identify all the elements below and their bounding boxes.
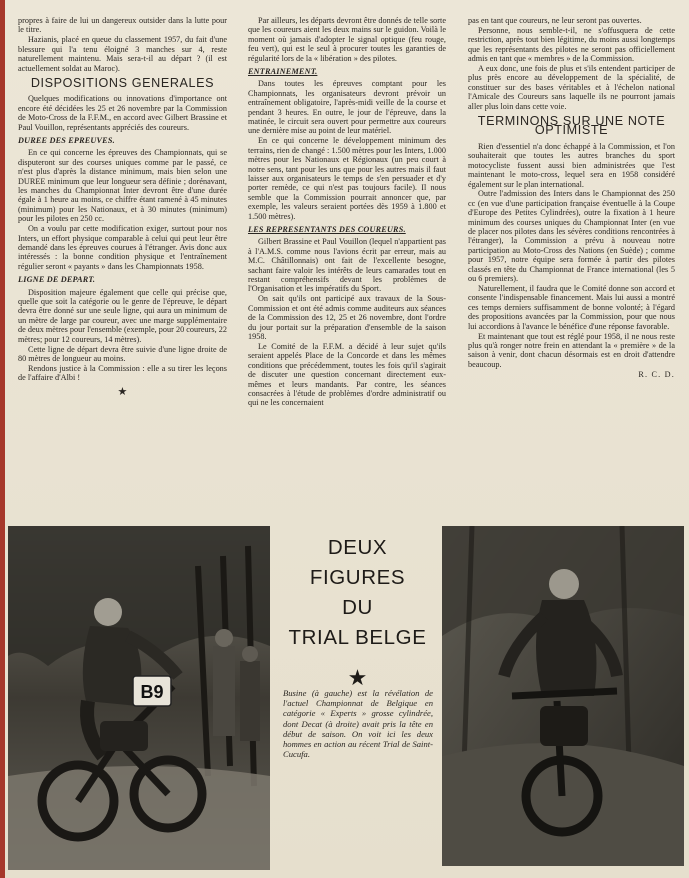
rider-photo-left xyxy=(8,526,270,870)
rider-photo-right xyxy=(442,526,684,866)
column-3 xyxy=(468,16,675,380)
paragraph: Quelques modifications ou innovations d'importance ont encore été décidées les 25 et 26 novembre par la Commission de Moto-Cross de la F.F.M., en accord avec Gilbert Brassine et Paul Vouillon, représentants appréciés des coureurs. xyxy=(18,94,227,132)
section-heading-terminons: TERMINONS SUR UNE NOTE OPTIMISTE xyxy=(477,114,666,138)
paragraph: Outre l'admission des Inters dans le Championnat des 250 cc (en vue d'une participation française éventuelle à la Coupe d'Europe des Petites Cylindrées), outre la fixation à 1 heure minimum des courses uniques du Championnat Inter (en vue de placer nos pilotes dans les sévères conditions rencontrées à l'étranger), la Commission a prévu à nouveau notre participation au Moto-Cross des Nations (en Suède) ; comme pour 1957, notre équipe sera formée à partir des pilotes classés en tête du Championnat de France international (les 5 ou 6 premiers). xyxy=(468,189,675,284)
section-heading-dispositions: DISPOSITIONS GENERALES xyxy=(30,75,215,90)
paragraph: Rien d'essentiel n'a donc échappé à la Commission, et l'on souhaiterait que toutes les autres branches du sport motocycliste fussent aussi bien administrées que l'est maintenant le moto-cross, lequel sera en 1958 considéré également sur le plan international. xyxy=(468,141,675,189)
photo-caption: Busine (à gauche) est la révélation de l'actuel Championnat de Belgique en catégorie « Experts » grosse cylindrée, dont Decat (à droite) avait pris la tête en début de saison. On voit ici les deux hommes en action au récent Trial de Saint-Cucufa. xyxy=(283,688,433,760)
title-line: TRIAL BELGE xyxy=(288,626,427,649)
paragraph: Disposition majeure également que celle qui précise que, quelle que soit la catégorie ou le genre de l'épreuve, le départ devra être donné sur une seule ligne, qui aura un minimum de un mètre de large par coureur, avec une marge supplémentaire de deux mètres pour l'ensemble (exemple, pour 20 coureurs, 22 mètres; pour 12 coureurs, 14 mètres). xyxy=(18,287,227,344)
author-signature: R. C. D. xyxy=(638,370,675,380)
paragraph: On a voulu par cette modification exiger, surtout pour nos Inters, un effort physique comparable à celui qui peut leur être demandé dans les épreuves courues à l'étranger. Avis donc aux intéressés : la bonne condition physique et l'entraînement régulier seront « payants » dans les Championnats 1958. xyxy=(18,224,227,271)
photo-decat xyxy=(442,526,684,866)
paragraph: Hazianis, placé en queue du classement 1957, du fait d'une blessure qui l'a tenu éloigné 3 manches sur 4, reste naturellement maintenu. Mais sera-t-il au départ ? (il est actuellement soldat au Maroc). xyxy=(18,35,227,73)
subheading-representants: LES REPRESENTANTS DES COUREURS. xyxy=(248,225,406,235)
star-icon: ★ xyxy=(117,385,128,398)
paragraph: pas en tant que coureurs, ne leur seront pas ouvertes. xyxy=(468,16,642,25)
paragraph: Et maintenant que tout est réglé pour 1958, il ne nous reste plus qu'à ronger notre frein en attendant la « première » de la saison à venir, dont chacun désormais est en droit d'attendre beaucoup. xyxy=(468,331,675,369)
paragraph: Par ailleurs, les départs devront être donnés de telle sorte que les coureurs aient les deux mains sur le guidon. Voilà le moment où jamais d'adopter le signal optique (feu rouge, feu vert), qui est le seul à procurer toutes les garanties de régularité lors de la « libération » des pilotes. xyxy=(248,16,446,63)
paragraph: Cette ligne de départ devra être suivie d'une ligne droite de 80 mètres de longueur au moins. xyxy=(18,344,227,363)
paragraph: En ce qui concerne le développement minimum des terrains, rien de changé : 1.500 mètres pour les Inters, 1.000 mètres pour les Nationaux et Régionaux (un peu court à notre sens, tant pour les uns que pour les autres mais il faut laisser aux organisateurs le temps de s'en persuader et d'y porter remède, ce qui n'est pas toujours facile). Il nous semble que la Commission pourrait annoncer que, par exemple, les valeurs seraient portées dès 1959 à 1.800 et 1.500 mètres). xyxy=(248,136,446,221)
paragraph: A eux donc, une fois de plus et s'ils entendent participer de plus près encore au développement de la spécialité, de constituer sur des bases véritables et à l'échelon national l'Amicale des Coureurs sans laquelle ils ne pourront jamais aller plus loin dans cette voie. xyxy=(468,64,675,111)
star-icon: ★ xyxy=(347,665,368,690)
paragraph: Le Comité de la F.F.M. a décidé à leur sujet qu'ils seraient appelés Place de la Concorde et dans les mêmes conditions que précédemment, toutes les fois qu'il s'agirait de discuter une question concernant directement eux-mêmes et leurs mandants. Par contre, les séances consacrées à l'étude de problèmes d'ordre administratif ou qui ne les concernaient xyxy=(248,341,446,408)
paragraph: Dans toutes les épreuves comptant pour les Championnats, les organisateurs devront prévoir un entraînement obligatoire, l'après-midi veille de la course et pendant 3 heures. En outre, le jour de l'épreuve, dans la matinée, le circuit sera ouvert pour permettre aux coureurs une dernière mise au point de leur matériel. xyxy=(248,79,446,136)
feature-title xyxy=(280,533,435,833)
title-line: FIGURES xyxy=(309,566,406,589)
paragraph: En ce qui concerne les épreuves des Championnats, qui se disputeront sur des courses uniques comme par le passé, ce n'est plus d'après la distance minimum, mais bien selon une DUREE minimum que leur longueur sera définie ; dorénavant, les manches du Championnat Inter devront être d'une durée égale à 1 heure au moins, ce chiffre étant ramené à 45 minutes (minimum) pour les Nationaux, et à 30 minutes (minimum) pour les pilotes en 250 cc. xyxy=(18,148,227,224)
paragraph: Rendons justice à la Commission : elle a su tirer les leçons de l'affaire d'Albi ! xyxy=(18,363,227,383)
paragraph: Gilbert Brassine et Paul Vouillon (lequel n'appartient pas à l'A.M.S. comme nous l'avions écrit par erreur, mais au M.C. Châtillonnais) ont fait de l'excellente besogne, sachant faire valoir les intérêts de leurs camarades tout en restant compréhensifs devant les problèmes de l'Organisation et les impératifs du Sport. xyxy=(248,237,446,294)
page-edge-strip xyxy=(0,0,5,878)
paragraph: propres à faire de lui un dangereux outsider dans la lutte pour le titre. xyxy=(18,16,227,35)
subheading-ligne-depart: LIGNE DE DEPART. xyxy=(18,275,96,285)
paragraph: Personne, nous semble-t-il, ne s'offusquera de cette restriction, après tout bien légitime, du moins aussi longtemps que les représentants des pilotes ne seront pas officiellement admis en tant que « membres » de la Commission. xyxy=(468,25,675,64)
title-line: DEUX xyxy=(327,536,388,559)
paragraph: Naturellement, il faudra que le Comité donne son accord et consente l'indispensable financement. Mais lui aussi a montré ces temps derniers suffisamment de bonne volonté; à l'égard des propositions avancées par la Commission, pour que nous lui accordions à l'avance le bénéfice d'une réponse favorable. xyxy=(468,283,675,331)
subheading-entrainement: ENTRAINEMENT. xyxy=(248,67,318,77)
column-1 xyxy=(18,16,227,397)
bib-number: B9 xyxy=(140,682,164,702)
column-2 xyxy=(248,16,446,408)
photo-busine xyxy=(8,526,270,870)
subheading-duree: DUREE DES EPREUVES. xyxy=(18,135,115,145)
title-line: DU xyxy=(342,596,373,619)
paragraph: On sait qu'ils ont participé aux travaux de la Sous-Commission et ont été admis comme auditeurs aux séances de la Commission des 12, 25 et 26 novembre, dont l'ordre du jour portait sur la préparation d'ensemble de la saison 1958. xyxy=(248,294,446,341)
